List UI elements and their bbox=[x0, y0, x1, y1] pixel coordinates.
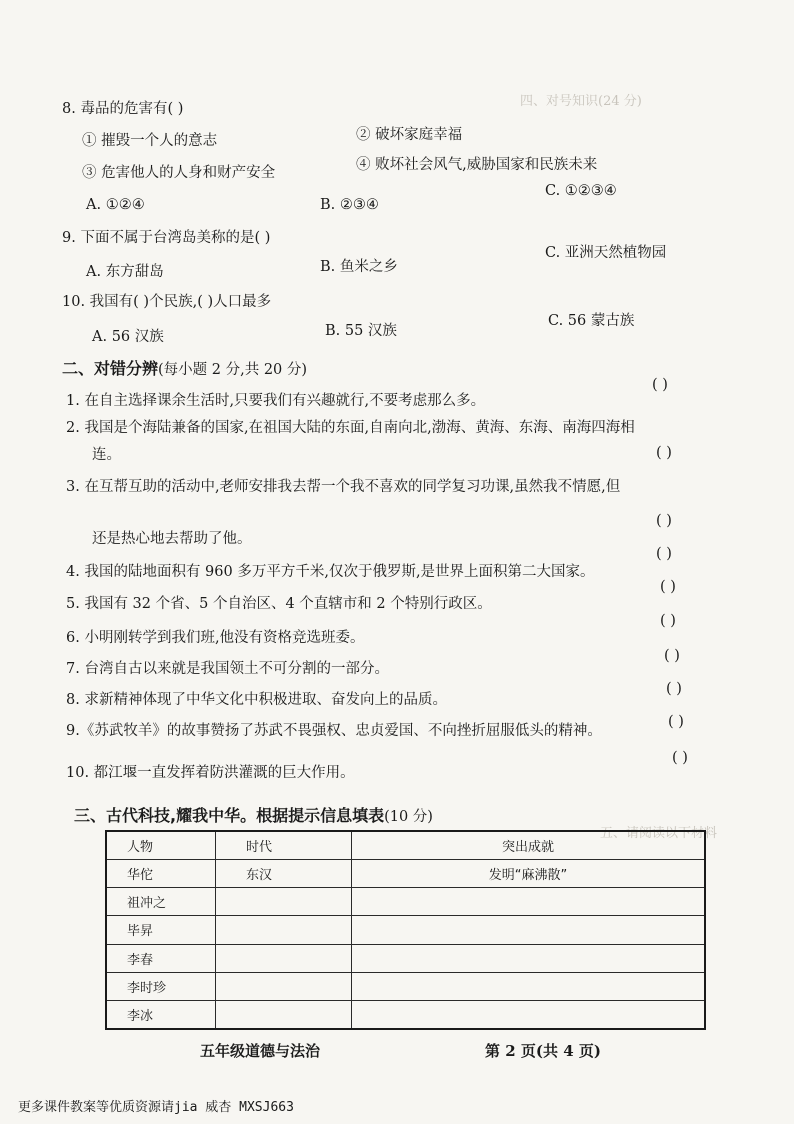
tf-item-2: 2. 我国是个海陆兼备的国家,在祖国大陆的东面,自南向北,渤海、黄海、东海、南海四海相 bbox=[66, 420, 635, 436]
tf-item-8: 8. 求新精神体现了中华文化中积极进取、奋发向上的品质。 bbox=[66, 692, 447, 708]
q8-option-a: A. ①②④ bbox=[86, 197, 145, 213]
cell-era[interactable] bbox=[216, 972, 352, 1000]
header-achievement: 突出成就 bbox=[352, 831, 706, 860]
tf-item-10: 10. 都江堰一直发挥着防洪灌溉的巨大作用。 bbox=[66, 765, 355, 781]
section3-title: 三、古代科技,耀我中华。根据提示信息填表 bbox=[74, 806, 385, 825]
tf-answer-6[interactable]: ( ) bbox=[660, 613, 676, 629]
cell-era[interactable] bbox=[216, 916, 352, 944]
cell-achievement[interactable] bbox=[352, 916, 706, 944]
tf-answer-1[interactable]: ( ) bbox=[652, 377, 668, 393]
cell-achievement[interactable]: 发明“麻沸散” bbox=[352, 860, 706, 888]
footer-page-number: 第 2 页(共 4 页) bbox=[485, 1042, 601, 1060]
section2-heading bbox=[62, 359, 307, 380]
bleed-through-text: 四、对号知识(24 分) bbox=[520, 94, 642, 109]
cell-achievement[interactable] bbox=[352, 972, 706, 1000]
tf-item-3-cont: 还是热心地去帮助了他。 bbox=[92, 531, 252, 547]
tf-item-5: 5. 我国有 32 个省、5 个自治区、4 个直辖市和 2 个特别行政区。 bbox=[66, 596, 492, 612]
cell-achievement[interactable] bbox=[352, 888, 706, 916]
cell-achievement[interactable] bbox=[352, 1000, 706, 1029]
cell-person: 李冰 bbox=[106, 1000, 216, 1029]
cell-person: 祖冲之 bbox=[106, 888, 216, 916]
tf-item-4: 4. 我国的陆地面积有 960 多万平方千米,仅次于俄罗斯,是世界上面积第二大国家。 bbox=[66, 564, 595, 580]
table-row bbox=[106, 916, 705, 944]
cell-person: 华佗 bbox=[106, 860, 216, 888]
tf-answer-5[interactable]: ( ) bbox=[660, 579, 676, 595]
q8-option-c: C. ①②③④ bbox=[545, 183, 617, 199]
table-row bbox=[106, 972, 705, 1000]
q9-stem: 9. 下面不属于台湾岛美称的是( ) bbox=[62, 230, 271, 246]
tech-figures-table bbox=[105, 830, 706, 1030]
tf-item-6: 6. 小明刚转学到我们班,他没有资格竞选班委。 bbox=[66, 630, 365, 646]
cell-person: 李时珍 bbox=[106, 972, 216, 1000]
q8-statement-1: ① 摧毁一个人的意志 bbox=[82, 133, 218, 149]
q10-option-c: C. 56 蒙古族 bbox=[548, 313, 635, 329]
q9-option-c: C. 亚洲天然植物园 bbox=[545, 245, 667, 261]
section3-score-note: (10 分) bbox=[384, 809, 433, 825]
tf-item-9: 9.《苏武牧羊》的故事赞扬了苏武不畏强权、忠贞爱国、不向挫折屈服低头的精神。 bbox=[66, 723, 602, 739]
cell-achievement[interactable] bbox=[352, 944, 706, 972]
q9-option-b: B. 鱼米之乡 bbox=[320, 259, 398, 275]
tf-item-3: 3. 在互帮互助的活动中,老师安排我去帮一个我不喜欢的同学复习功课,虽然我不情愿,但 bbox=[66, 479, 621, 495]
cell-era[interactable]: 东汉 bbox=[216, 860, 352, 888]
header-person: 人物 bbox=[106, 831, 216, 860]
tf-item-2-cont: 连。 bbox=[92, 447, 121, 463]
cell-person: 李春 bbox=[106, 944, 216, 972]
q9-option-a: A. 东方甜岛 bbox=[86, 264, 164, 280]
cell-era[interactable] bbox=[216, 944, 352, 972]
section3-heading bbox=[74, 806, 433, 827]
section2-score-note: (每小题 2 分,共 20 分) bbox=[158, 362, 308, 378]
resource-note: 更多课件教案等优质资源请jia 威杏 MXSJ663 bbox=[18, 1100, 294, 1115]
cell-person: 毕昇 bbox=[106, 916, 216, 944]
q10-stem: 10. 我国有( )个民族,( )人口最多 bbox=[62, 294, 272, 310]
cell-era[interactable] bbox=[216, 1000, 352, 1029]
tf-item-1: 1. 在自主选择课余生活时,只要我们有兴趣就行,不要考虑那么多。 bbox=[66, 393, 486, 409]
table-row bbox=[106, 944, 705, 972]
table-row bbox=[106, 860, 705, 888]
section2-title: 二、对错分辨 bbox=[62, 359, 159, 378]
header-era: 时代 bbox=[216, 831, 352, 860]
tf-answer-4[interactable]: ( ) bbox=[656, 546, 672, 562]
q8-option-b: B. ②③④ bbox=[320, 197, 379, 213]
tf-answer-7[interactable]: ( ) bbox=[664, 648, 680, 664]
tf-answer-3[interactable]: ( ) bbox=[656, 513, 672, 529]
footer-subject: 五年级道德与法治 bbox=[200, 1042, 321, 1060]
q8-statement-4: ④ 败坏社会风气,威胁国家和民族未来 bbox=[356, 157, 598, 173]
table-row bbox=[106, 1000, 705, 1029]
q10-option-a: A. 56 汉族 bbox=[92, 329, 164, 345]
bleed-through-text: 五、请阅读以下材料 bbox=[600, 826, 718, 841]
table-row bbox=[106, 888, 705, 916]
tf-answer-2[interactable]: ( ) bbox=[656, 445, 672, 461]
q8-statement-3: ③ 危害他人的人身和财产安全 bbox=[82, 165, 276, 181]
q8-statement-2: ② 破坏家庭幸福 bbox=[356, 127, 463, 143]
q10-option-b: B. 55 汉族 bbox=[325, 323, 397, 339]
tf-answer-10[interactable]: ( ) bbox=[672, 750, 688, 766]
table-header-row bbox=[106, 831, 705, 860]
q8-stem: 8. 毒品的危害有( ) bbox=[62, 101, 184, 117]
tf-item-7: 7. 台湾自古以来就是我国领土不可分割的一部分。 bbox=[66, 661, 389, 677]
tf-answer-9[interactable]: ( ) bbox=[668, 714, 684, 730]
cell-era[interactable] bbox=[216, 888, 352, 916]
tf-answer-8[interactable]: ( ) bbox=[666, 681, 682, 697]
